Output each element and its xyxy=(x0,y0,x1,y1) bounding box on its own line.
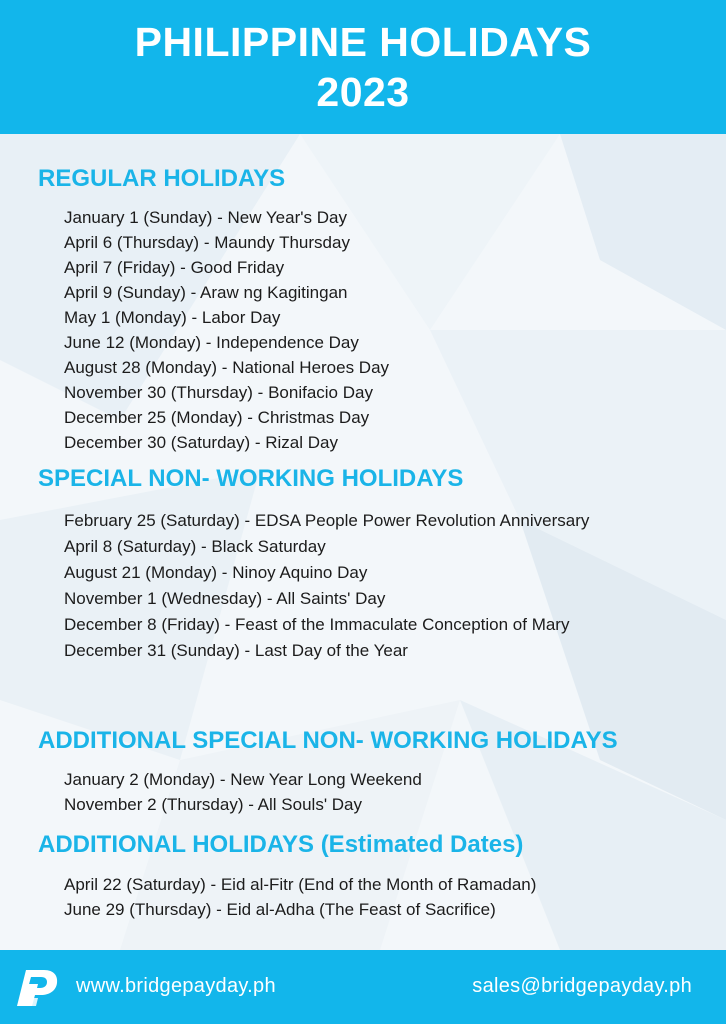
list-item: June 12 (Monday) - Independence Day xyxy=(64,333,359,352)
section-title-regular-holidays: REGULAR HOLIDAYS xyxy=(38,165,286,192)
section-title-special-non-working: SPECIAL NON- WORKING HOLIDAYS xyxy=(38,465,464,492)
list-item: August 21 (Monday) - Ninoy Aquino Day xyxy=(64,563,368,582)
list-item: April 22 (Saturday) - Eid al-Fitr (End of the Month of Ramadan) xyxy=(64,875,537,894)
list-item: November 1 (Wednesday) - All Saints' Day xyxy=(64,589,386,608)
section-title-additional-holidays: ADDITIONAL HOLIDAYS (Estimated Dates) xyxy=(38,831,524,858)
email-link[interactable]: sales@bridgepayday.ph xyxy=(472,975,692,997)
special-non-working-list xyxy=(64,508,654,664)
list-item: December 30 (Saturday) - Rizal Day xyxy=(64,433,338,452)
list-item: May 1 (Monday) - Labor Day xyxy=(64,308,281,327)
page-footer xyxy=(0,950,726,1024)
list-item: December 25 (Monday) - Christmas Day xyxy=(64,408,370,427)
page-title-year: 2023 xyxy=(316,69,410,115)
page-title-line-1: PHILIPPINE HOLIDAYS xyxy=(134,19,592,65)
list-item: August 28 (Monday) - National Heroes Day xyxy=(64,358,390,377)
holiday-content xyxy=(0,134,726,950)
list-item: December 8 (Friday) - Feast of the Immaculate Conception of Mary xyxy=(64,615,570,634)
list-item: April 9 (Sunday) - Araw ng Kagitingan xyxy=(64,283,348,302)
list-item: June 29 (Thursday) - Eid al-Adha (The Feast of Sacrifice) xyxy=(64,900,496,919)
list-item: December 31 (Sunday) - Last Day of the Year xyxy=(64,641,408,660)
list-item: November 2 (Thursday) - All Souls' Day xyxy=(64,795,363,814)
list-item: January 1 (Sunday) - New Year's Day xyxy=(64,208,347,227)
list-item: April 6 (Thursday) - Maundy Thursday xyxy=(64,233,350,252)
list-item: November 30 (Thursday) - Bonifacio Day xyxy=(64,383,373,402)
regular-holidays-list xyxy=(64,205,664,455)
additional-holidays-list xyxy=(64,872,664,922)
bridgepayday-logo-icon xyxy=(16,966,60,1008)
list-item: February 25 (Saturday) - EDSA People Power Revolution Anniversary xyxy=(64,511,590,530)
additional-special-non-working-list xyxy=(64,767,664,817)
list-item: January 2 (Monday) - New Year Long Weekend xyxy=(64,770,422,789)
website-link[interactable]: www.bridgepayday.ph xyxy=(76,975,276,997)
section-title-additional-special-non-working: ADDITIONAL SPECIAL NON- WORKING HOLIDAYS xyxy=(38,727,618,754)
list-item: April 7 (Friday) - Good Friday xyxy=(64,258,285,277)
page-header xyxy=(0,0,726,134)
list-item: April 8 (Saturday) - Black Saturday xyxy=(64,537,326,556)
